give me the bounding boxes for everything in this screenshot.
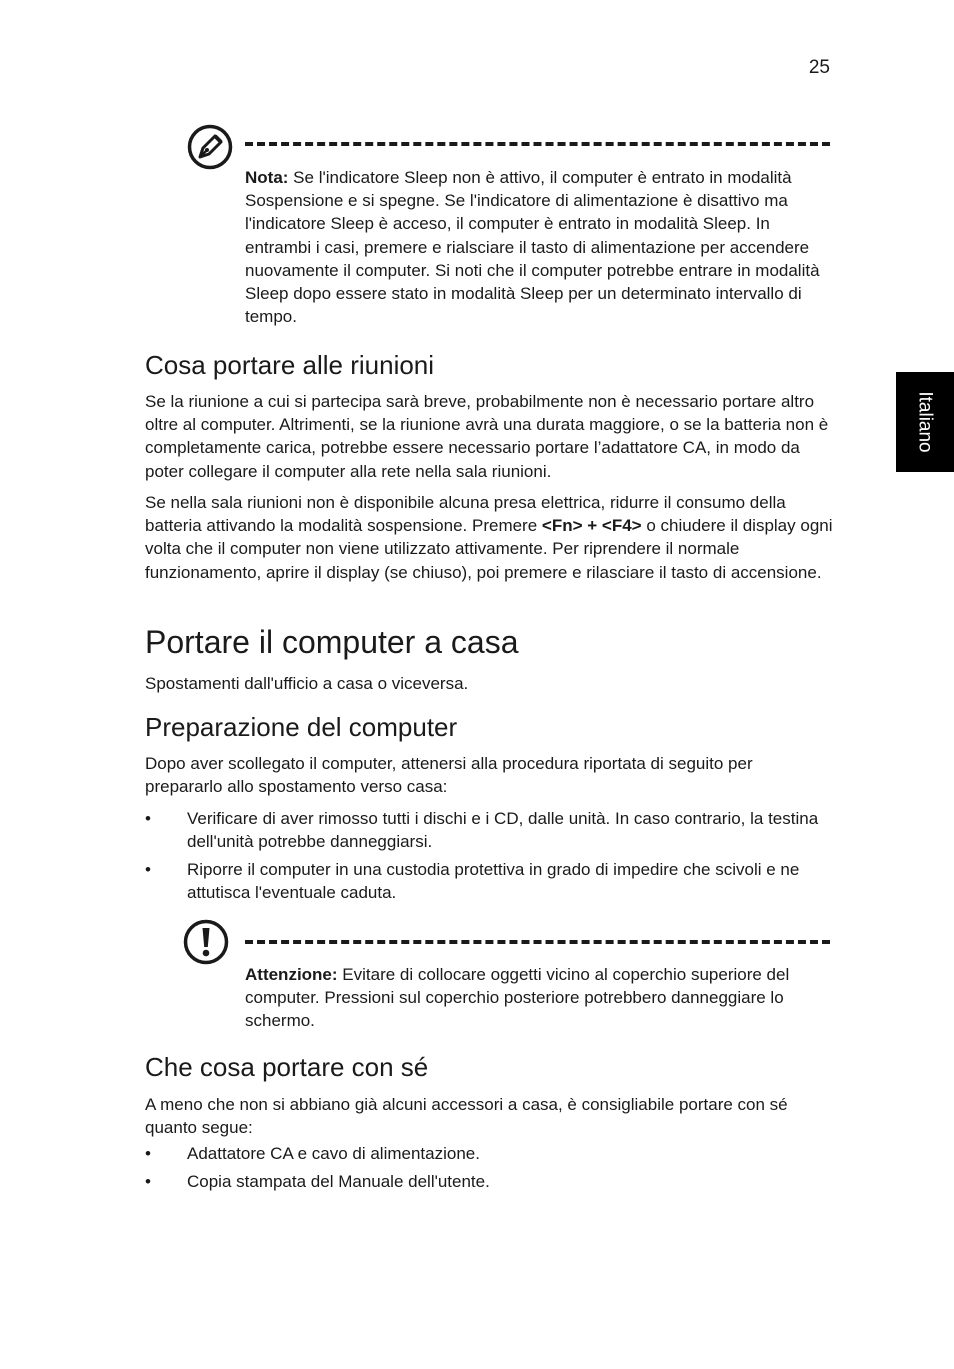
bring-bullet-2: Copia stampata del Manuale dell'utente. (187, 1172, 490, 1191)
bullet-marker: • (145, 860, 151, 879)
bullet-marker: • (145, 1172, 151, 1191)
page-number: 25 (808, 57, 830, 78)
caution-exclamation-icon (183, 919, 229, 965)
chapter-heading: Portare il computer a casa (145, 624, 519, 660)
bullet-marker: • (145, 809, 151, 828)
caution-divider (245, 940, 830, 944)
note-pen-icon (187, 124, 233, 170)
preparation-bullet-1: Verificare di aver rimosso tutti i dischi e i CD, dalle unità. In caso contrario, la testina dell'unità potrebbe danneggiarsi. (187, 809, 819, 852)
note-label: Nota: (245, 168, 289, 187)
section-heading-what-to-bring: Che cosa portare con sé (145, 1052, 429, 1082)
meetings-para2-start: Se nella sala riunioni non è disponibile alcuna presa elettrica, ridurre il consumo della batteria attivando la modalità sospensione. Premere (145, 493, 786, 536)
note-text (245, 166, 830, 328)
language-tab-label: Italiano (915, 391, 936, 453)
what-to-bring-paragraph: A meno che non si abbiano già alcuni accessori a casa, è consigliabile portare con sé quanto segue: (145, 1095, 788, 1138)
caution-body: Evitare di collocare oggetti vicino al coperchio superiore del computer. Pressioni sul coperchio posteriore potrebbero danneggiare lo schermo. (245, 965, 790, 1031)
bring-bullet-1: Adattatore CA e cavo di alimentazione. (187, 1144, 480, 1163)
chapter-intro: Spostamenti dall'ufficio a casa o viceversa. (145, 674, 469, 693)
section-heading-preparation: Preparazione del computer (145, 712, 458, 742)
language-tab (896, 372, 954, 472)
fn-f4-keys: <Fn> + <F4> (541, 516, 642, 536)
meetings-paragraph-2 (145, 491, 835, 584)
meetings-para2-end: o chiudere il display ogni volta che il computer non viene utilizzato attivamente. Per riprendere il normale funzionamento, aprire il display (se chiuso), poi premere e rilasciare il tasto di accensione. (145, 516, 833, 582)
caution-text (245, 963, 825, 1033)
meetings-paragraph-1: Se la riunione a cui si partecipa sarà breve, probabilmente non è necessario portare altro oltre al computer. Altrimenti, se la riunione avrà una durata maggiore, o se la batteria non è completamente carica, potrebbe essere necessario portare l’adattatore CA, in modo da poter collegare il computer alla rete nella sala riunioni. (145, 392, 829, 481)
preparation-bullet-2: Riporre il computer in una custodia protettiva in grado di impedire che scivoli e ne attutisca l'eventuale caduta. (187, 860, 800, 903)
section-heading-meetings: Cosa portare alle riunioni (145, 350, 435, 380)
preparation-paragraph: Dopo aver scollegato il computer, attenersi alla procedura riportata di seguito per prepararlo allo spostamento verso casa: (145, 754, 753, 797)
note-divider (245, 142, 830, 146)
caution-label: Attenzione: (245, 965, 338, 984)
note-body: Se l'indicatore Sleep non è attivo, il computer è entrato in modalità Sospensione e si spegne. Se l'indicatore di alimentazione è disattivo ma l'indicatore Sleep è acceso, il computer è entrato in modalità Sleep. In entrambi i casi, premere e rialsciare il tasto di alimentazione per accendere nuovamente il computer. Si noti che il computer potrebbe entrare in modalità Sleep dopo essere stato in modalità Sleep per un determinato intervallo di tempo. (245, 168, 820, 327)
bullet-marker: • (145, 1144, 151, 1163)
